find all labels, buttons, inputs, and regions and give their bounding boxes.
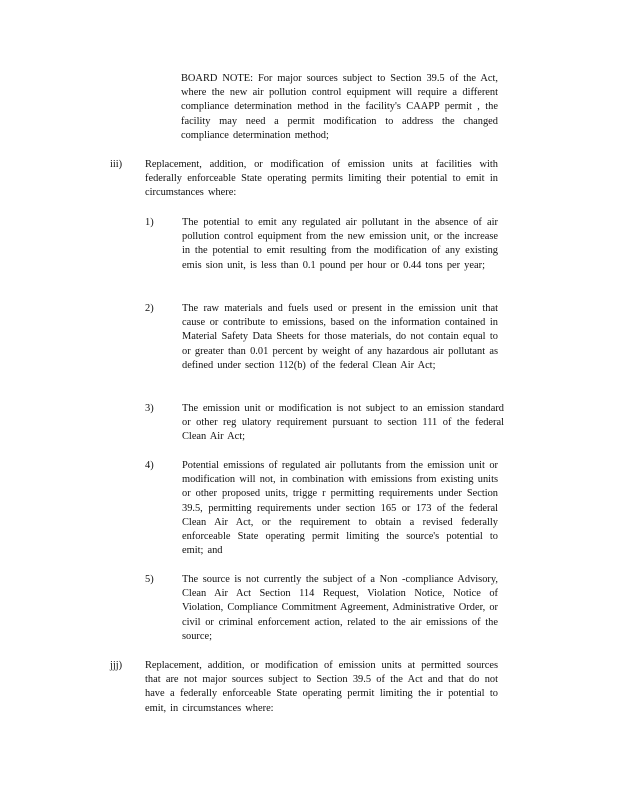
section-jjj-marker: jjj) <box>110 660 123 671</box>
list-item-number: 5) <box>145 574 154 585</box>
list-item-number: 3) <box>145 403 154 414</box>
section-jjj-text: Replacement, addition, or modification of emission units at permitted sources that are not major sources subject to Section 39.5 of the Act and that do not have a federally enforceable State operating permit limiting the ir potential to emit, in circumstances where: <box>145 660 498 714</box>
section-iii-marker: iii) <box>110 159 123 170</box>
list-item-text: The source is not currently the subject of a Non -compliance Advisory, Clean Air Act Section 114 Request, Violation Notice, Notice of Violation, Compliance Commitment Agreement, Administrative Order, or civil or criminal enforcement action, related to the air emissions of the source; <box>182 574 498 642</box>
list-item-number: 4) <box>145 460 154 471</box>
board-note: BOARD NOTE: For major sources subject to Section 39.5 of the Act, where the new air pollution control equipment will require a different compliance determination method in the facility's CAAPP permit , the facility may need a permit modification to address the changed compliance determination method; <box>181 73 498 141</box>
list-item-text: The potential to emit any regulated air pollutant in the absence of air pollution control equipment from the new emission unit, or the increase in the potential to emit resulting from the modification of any existing emis sion unit, is less than 0.1 pound per hour or 0.44 tons per year; <box>182 217 498 271</box>
list-item-number: 2) <box>145 303 154 314</box>
list-item-text: The raw materials and fuels used or present in the emission unit that cause or contribute to emissions, based on the information contained in Material Safety Data Sheets for those materials, do not contain equal to or greater than 0.01 percent by weight of any hazardous air pollutant as defined under section 112(b) of the federal Clean Air Act; <box>182 303 498 371</box>
section-iii-text: Replacement, addition, or modification of emission units at facilities with federally enforceable State operating permits limiting their potential to emit in circumstances where: <box>145 159 498 199</box>
list-item-number: 1) <box>145 217 154 228</box>
list-item-text: The emission unit or modification is not subject to an emission standard or other reg ulatory requirement pursuant to section 111 of the federal Clean Air Act; <box>182 403 504 443</box>
list-item-text: Potential emissions of regulated air pollutants from the emission unit or modification will not, in combination with emissions from existing units or other proposed units, trigge r permitting requirements under Section 39.5, permitting requirements under section 165 or 173 of the federal Clean Air Act, or the requirement to obtain a revised federally enforceable State operating permit limiting the source's potential to emit; and <box>182 460 498 557</box>
